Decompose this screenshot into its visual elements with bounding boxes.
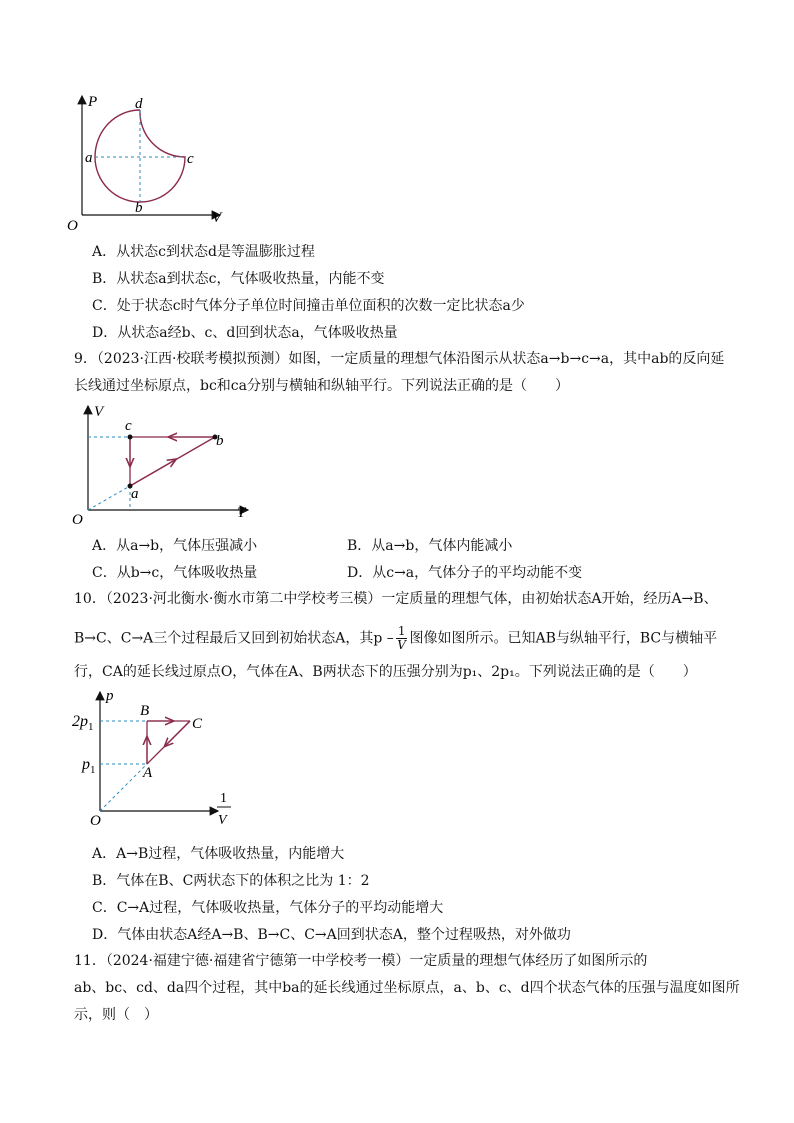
axis-label-v: V	[212, 210, 222, 226]
q10-stem-line2	[74, 625, 717, 652]
point-label-b: B	[140, 703, 150, 719]
tick-label-2p1-main: 2p	[72, 713, 88, 730]
figure-vt	[60, 400, 260, 528]
fraction-numerator: 1	[397, 624, 406, 638]
tick-label-2p1	[72, 713, 94, 733]
dashed-origin-a	[100, 764, 147, 811]
q11-stem-line1: 11．（2024·福建宁德·福建省宁德第一中学校考一模）一定质量的理想气体经历了如图所示的	[74, 953, 648, 969]
point-label-b: b	[216, 433, 224, 449]
q9-option-b: B．从a→b，气体内能减小	[347, 538, 513, 554]
fraction-denominator: V	[397, 638, 406, 652]
point-label-a: A	[143, 765, 153, 781]
dashed-origin-a	[88, 486, 130, 510]
q8-option-a: A．从状态c到状态d是等温膨胀过程	[92, 244, 315, 260]
q9-stem-line2: 长线通过坐标原点，bc和ca分别与横轴和纵轴平行。下列说法正确的是（ ）	[74, 378, 569, 394]
figure-pv-cycle	[60, 90, 230, 230]
q10-option-c: C．C→A过程，气体吸收热量，气体分子的平均动能增大	[92, 900, 444, 916]
axis-label-p: p	[106, 688, 114, 704]
q9-option-a: A．从a→b，气体压强减小	[92, 538, 258, 554]
point-c	[128, 435, 133, 440]
tick-label-p1-sub: 1	[90, 764, 96, 776]
q10-option-a: A．A→B过程，气体吸收热量，内能增大	[92, 846, 345, 862]
point-label-c: C	[192, 716, 203, 732]
q9-option-d: D．从c→a，气体分子的平均动能不变	[347, 565, 583, 581]
point-label-d: d	[135, 96, 143, 112]
q9-stem-line1: 9．（2023·江西·校联考模拟预测）如图，一定质量的理想气体沿图示从状态a→b→c→a，其中ab的反向延	[74, 351, 725, 367]
q8-option-d: D．从状态a经b、c、d回到状态a，气体吸收热量	[92, 325, 398, 341]
point-label-c: c	[125, 418, 132, 434]
point-label-a: a	[85, 150, 93, 166]
q8-option-b: B．从状态a到状态c，气体吸收热量，内能不变	[92, 271, 385, 287]
segment-ca-arrow	[167, 721, 190, 744]
point-label-a: a	[131, 486, 139, 502]
q10-stem-line2-post: 图像如图所示。已知AB与纵轴平行，BC与横轴平	[409, 630, 718, 647]
origin-label: O	[90, 813, 101, 829]
q8-option-c: C．处于状态c时气体分子单位时间撞击单位面积的次数一定比状态a少	[92, 298, 525, 314]
x-axis-label-denominator: V	[218, 813, 227, 828]
point-label-b: b	[135, 200, 143, 216]
origin-label: O	[72, 512, 83, 528]
tick-label-p1	[81, 756, 96, 776]
fraction-1-over-v	[396, 625, 408, 652]
tick-label-p1-main: p	[82, 756, 90, 773]
q11-stem-line2: ab、bc、cd、da四个过程，其中ba的延长线通过坐标原点，a、b、c、d四个状态气体的压强与温度如图所	[74, 980, 740, 996]
q10-stem-line1: 10．（2023·河北衡水·衡水市第二中学校考三模）一定质量的理想气体，由初始状态A开始，经历A→B、	[74, 591, 718, 607]
q10-stem-line3: 行，CA的延长线过原点O，气体在A、B两状态下的压强分别为p₁、2p₁。下列说法正确的是（ ）	[74, 664, 697, 680]
x-axis-label-numerator: 1	[220, 791, 227, 806]
q11-stem-line3: 示，则（ ）	[74, 1007, 158, 1023]
origin-label: O	[67, 218, 78, 230]
axis-label-p: P	[88, 94, 98, 110]
q9-option-c: C．从b→c，气体吸收热量	[92, 565, 258, 581]
axis-label-v: V	[94, 404, 104, 420]
tick-label-2p1-sub: 1	[88, 721, 94, 733]
figure-p-inverse-v	[70, 688, 250, 838]
segment-ab-arrow	[130, 461, 173, 486]
point-label-c: c	[187, 151, 194, 167]
axis-label-t: T	[237, 505, 246, 521]
q10-stem-line2-pre: B→C、C→A三个过程最后又回到初始状态A，其p –	[74, 630, 394, 647]
q10-option-d: D．气体由状态A经A→B、B→C、C→A回到状态A，整个过程吸热，对外做功	[92, 927, 571, 943]
q10-option-b: B．气体在B、C两状态下的体积之比为 1：2	[92, 873, 370, 889]
